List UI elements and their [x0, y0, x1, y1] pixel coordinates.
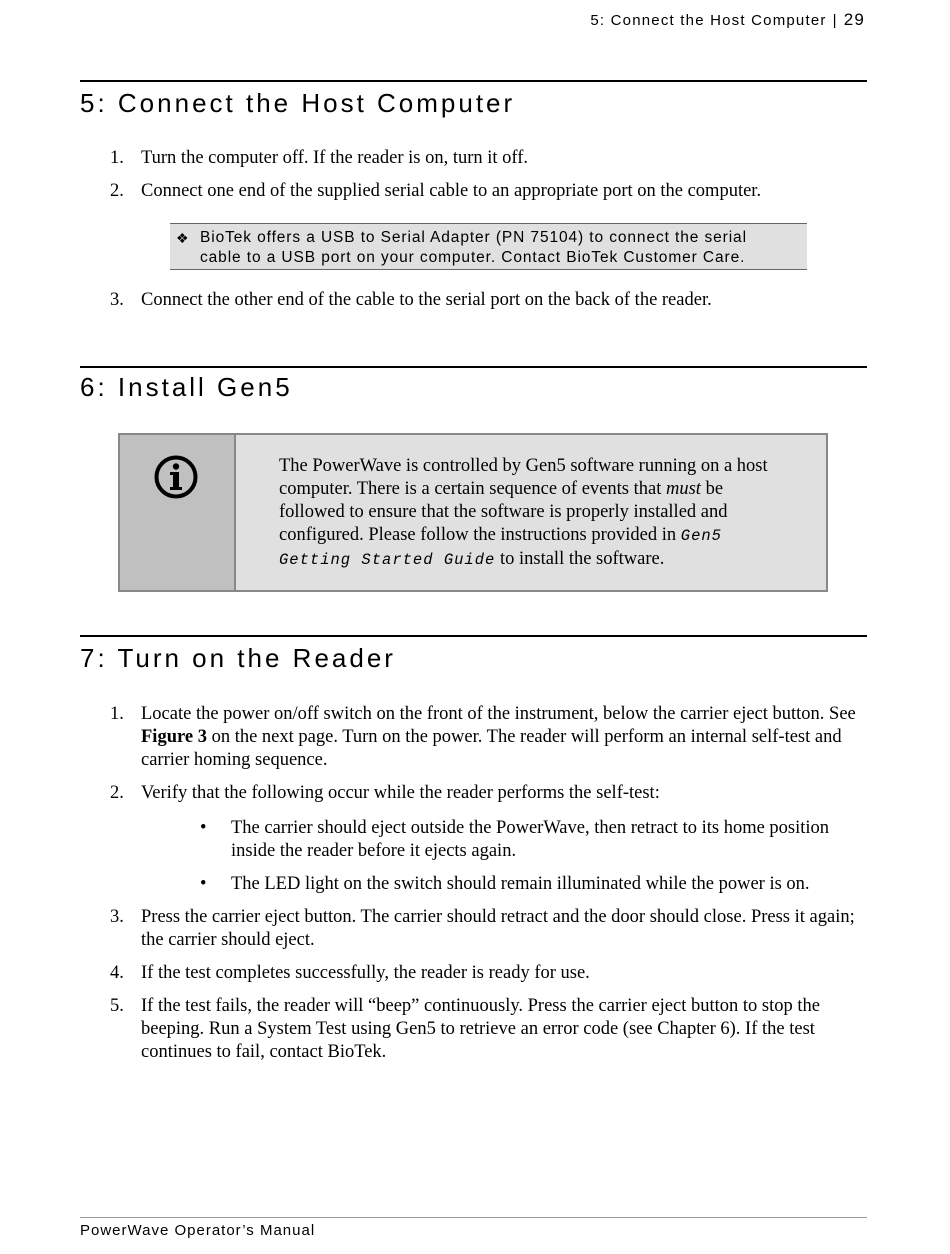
list-item: 3. Press the carrier eject button. The carrier should retract and the door should close. Press it again; the carrier should eject.: [110, 907, 855, 950]
list-item: 2. Verify that the following occur while the reader performs the self-test:: [110, 783, 660, 803]
section-7: [80, 635, 867, 674]
section-5-steps-continued: [80, 289, 867, 322]
section-6-title: 6: Install Gen5: [80, 372, 293, 402]
list-item: 4. If the test completes successfully, the reader is ready for use.: [110, 963, 590, 983]
diamond-bullet-icon: ❖: [176, 230, 190, 246]
info-icon: [154, 455, 198, 499]
page-number: 29: [843, 10, 865, 29]
page-footer: [80, 1217, 867, 1239]
running-header: [590, 10, 865, 30]
self-test-checklist: [80, 817, 867, 896]
bullet-icon: •: [200, 818, 207, 838]
list-item: 1. Locate the power on/off switch on the front of the instrument, below the carrier eject button. See Figure 3 on the next page. Turn on the power. The reader will perform an internal self-test and carrier homing sequence.: [110, 704, 856, 770]
list-item: • The LED light on the switch should remain illuminated while the power is on.: [200, 874, 810, 894]
list-item: • The carrier should eject outside the PowerWave, then retract to its home position inside the reader before it ejects again.: [200, 818, 830, 861]
section-7-title: 7: Turn on the Reader: [80, 643, 396, 673]
list-item: 3. Connect the other end of the cable to the serial port on the back of the reader.: [110, 290, 712, 310]
running-header-separator: |: [832, 12, 838, 29]
running-header-title: 5: Connect the Host Computer: [590, 12, 827, 29]
section-5-steps: [80, 147, 867, 213]
list-item: 1. Turn the computer off. If the reader is on, turn it off.: [110, 148, 529, 168]
usb-adapter-note: ❖ BioTek offers a USB to Serial Adapter (PN 75104) to connect the serial cable to a USB port on your computer. Contact BioTek Customer Care.: [170, 223, 807, 270]
figure-reference: Figure 3: [141, 727, 207, 747]
info-callout-text: The PowerWave is controlled by Gen5 software running on a host computer. There is a certain sequence of events that must be followed to ensure that the software is properly installed and configured. Please follow the instructions provided in Gen5 Getting Started Guide to install the software.: [279, 456, 768, 569]
list-item: 5. If the test fails, the reader will “beep” continuously. Press the carrier eject button to stop the beeping. Run a System Test using Gen5 to retrieve an error code (see Chapter 6). If the test continues to fail, contact BioTek.: [110, 996, 820, 1062]
section-5: [80, 80, 867, 119]
bullet-icon: •: [200, 874, 207, 894]
guide-title: Gen5 Getting Started Guide: [279, 527, 722, 569]
section-5-title: 5: Connect the Host Computer: [80, 88, 516, 118]
info-icon-column: [120, 435, 236, 590]
list-item: 2. Connect one end of the supplied serial cable to an appropriate port on the computer.: [110, 181, 762, 201]
section-6: [80, 366, 867, 403]
info-callout: [118, 433, 828, 592]
footer-title: PowerWave Operator’s Manual: [80, 1222, 316, 1239]
section-7-steps: [80, 703, 867, 1074]
